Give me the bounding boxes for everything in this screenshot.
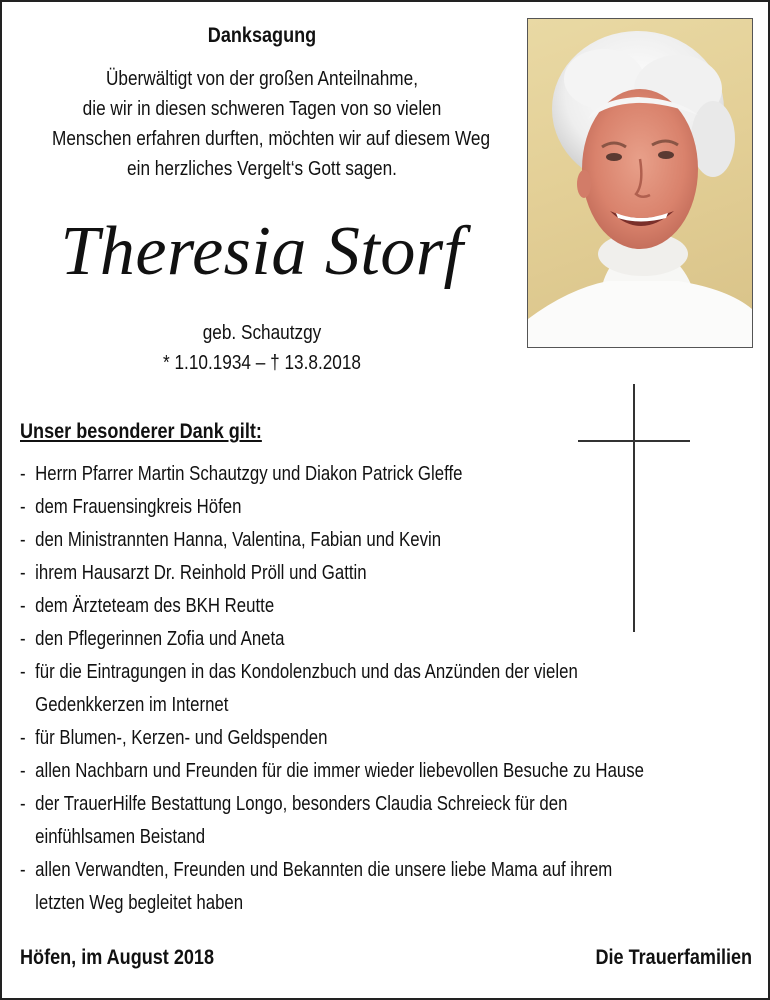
list-item: - ihrem Hausarzt Dr. Reinhold Pröll und Gattin	[20, 562, 367, 584]
list-item: - dem Frauensingkreis Höfen	[20, 496, 242, 518]
list-item: - Herrn Pfarrer Martin Schautzgy und Diakon Patrick Gleffe	[20, 463, 463, 485]
notice-heading: Danksagung	[207, 24, 317, 47]
life-dates: * 1.10.1934 – † 13.8.2018	[163, 352, 361, 374]
list-item: - für die Eintragungen in das Kondolenzbuch und das Anzünden der vielen Gedenkkerzen im Internet	[20, 661, 578, 716]
intro-text	[52, 64, 491, 184]
intro-line: Menschen erfahren durften, möchten wir auf diesem Weg	[52, 127, 491, 150]
list-item: - den Ministrannten Hanna, Valentina, Fabian und Kevin	[20, 529, 442, 551]
intro-line: die wir in diesen schweren Tagen von so vielen	[82, 97, 442, 120]
portrait-photo	[527, 18, 753, 348]
list-item: - für Blumen-, Kerzen- und Geldspenden	[20, 727, 328, 749]
thanks-title: Unser besonderer Dank gilt:	[20, 420, 262, 443]
life-details	[47, 318, 477, 378]
list-item: - dem Ärzteteam des BKH Reutte	[20, 595, 275, 617]
signature-families: Die Trauerfamilien	[595, 946, 752, 969]
intro-line: Überwältigt von der großen Anteilnahme,	[105, 67, 419, 90]
thanks-list	[20, 458, 742, 920]
birth-name: geb. Schautzgy	[202, 322, 322, 344]
place-date: Höfen, im August 2018	[20, 946, 215, 969]
list-item: - allen Verwandten, Freunden und Bekannten die unsere liebe Mama auf ihrem letzten Weg begleitet haben	[20, 859, 613, 914]
portrait-illustration	[528, 19, 752, 347]
list-item: - allen Nachbarn und Freunden für die immer wieder liebevollen Besuche zu Hause	[20, 760, 645, 782]
list-item: - den Pflegerinnen Zofia und Aneta	[20, 628, 285, 650]
intro-line: ein herzliches Vergelt‘s Gott sagen.	[127, 157, 397, 180]
deceased-name: Theresia Storf	[60, 213, 464, 290]
list-item: - der TrauerHilfe Bestattung Longo, besonders Claudia Schreieck für den einfühlsamen Beistand	[20, 793, 568, 848]
